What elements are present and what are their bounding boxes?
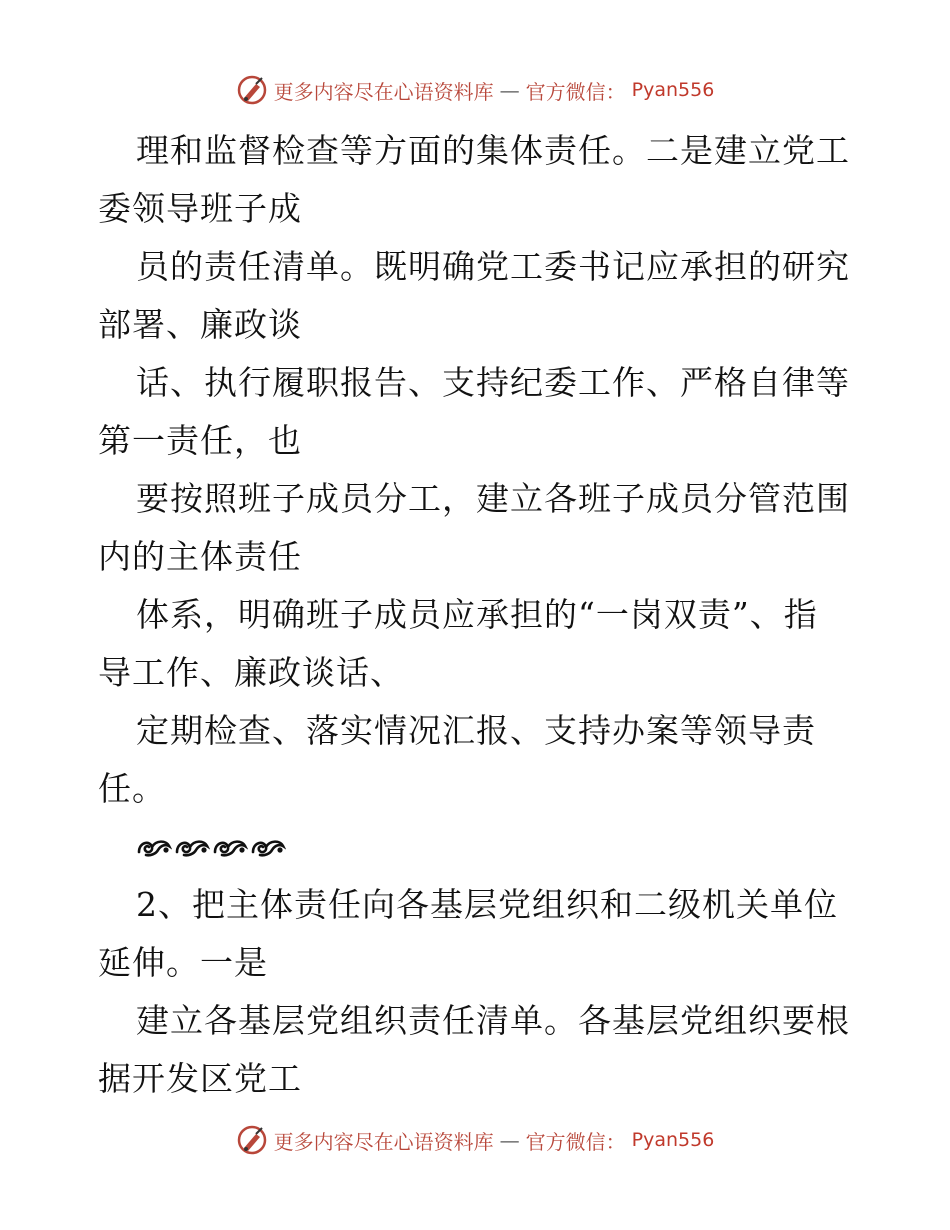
text-line: 定期检查、落实情况汇报、支持办案等领导责 <box>136 711 816 750</box>
swirl-ornament-icon <box>136 834 172 860</box>
document-body <box>98 122 858 1108</box>
text-line: 据开发区党工 <box>98 1059 302 1098</box>
text-line: 内的主体责任 <box>98 537 302 576</box>
watermark-text: 更多内容尽在心语资料库 <box>273 79 494 104</box>
watermark-wechat-label: 官方微信： <box>525 1129 626 1154</box>
watermark-separator: — <box>499 78 520 102</box>
watermark-separator: — <box>499 1128 520 1152</box>
text-line: 第一责任，也 <box>98 421 302 460</box>
text-line: 导工作、廉政谈话、 <box>98 653 404 692</box>
pen-logo-icon <box>236 1124 268 1156</box>
watermark-wechat-id: Pyan556 <box>631 79 715 101</box>
pen-logo-icon <box>236 74 268 106</box>
watermark-wechat-label: 官方微信： <box>525 79 626 104</box>
text-line: 体系，明确班子成员应承担的“一岗双责”、指 <box>136 595 818 634</box>
header-watermark <box>0 70 950 110</box>
text-line: 员的责任清单。既明确党工委书记应承担的研究 <box>136 247 850 286</box>
watermark-text: 更多内容尽在心语资料库 <box>273 1129 494 1154</box>
text-line: 理和监督检查等方面的集体责任。二是建立党工 <box>136 131 850 170</box>
swirl-ornament-icon <box>250 834 286 860</box>
text-line: 2、把主体责任向各基层党组织和二级机关单位 <box>136 885 838 924</box>
text-line: 委领导班子成 <box>98 189 302 228</box>
watermark-wechat-id: Pyan556 <box>631 1129 715 1151</box>
footer-watermark <box>0 1120 950 1160</box>
text-line: 话、执行履职报告、支持纪委工作、严格自律等 <box>136 363 850 402</box>
text-line: 部署、廉政谈 <box>98 305 302 344</box>
text-line: 任。 <box>98 769 166 808</box>
text-line: 要按照班子成员分工，建立各班子成员分管范围 <box>136 479 850 518</box>
swirl-ornament-divider <box>98 818 858 876</box>
swirl-ornament-icon <box>212 834 248 860</box>
swirl-ornament-icon <box>174 834 210 860</box>
text-line: 建立各基层党组织责任清单。各基层党组织要根 <box>136 1001 850 1040</box>
text-line: 延伸。一是 <box>98 943 268 982</box>
